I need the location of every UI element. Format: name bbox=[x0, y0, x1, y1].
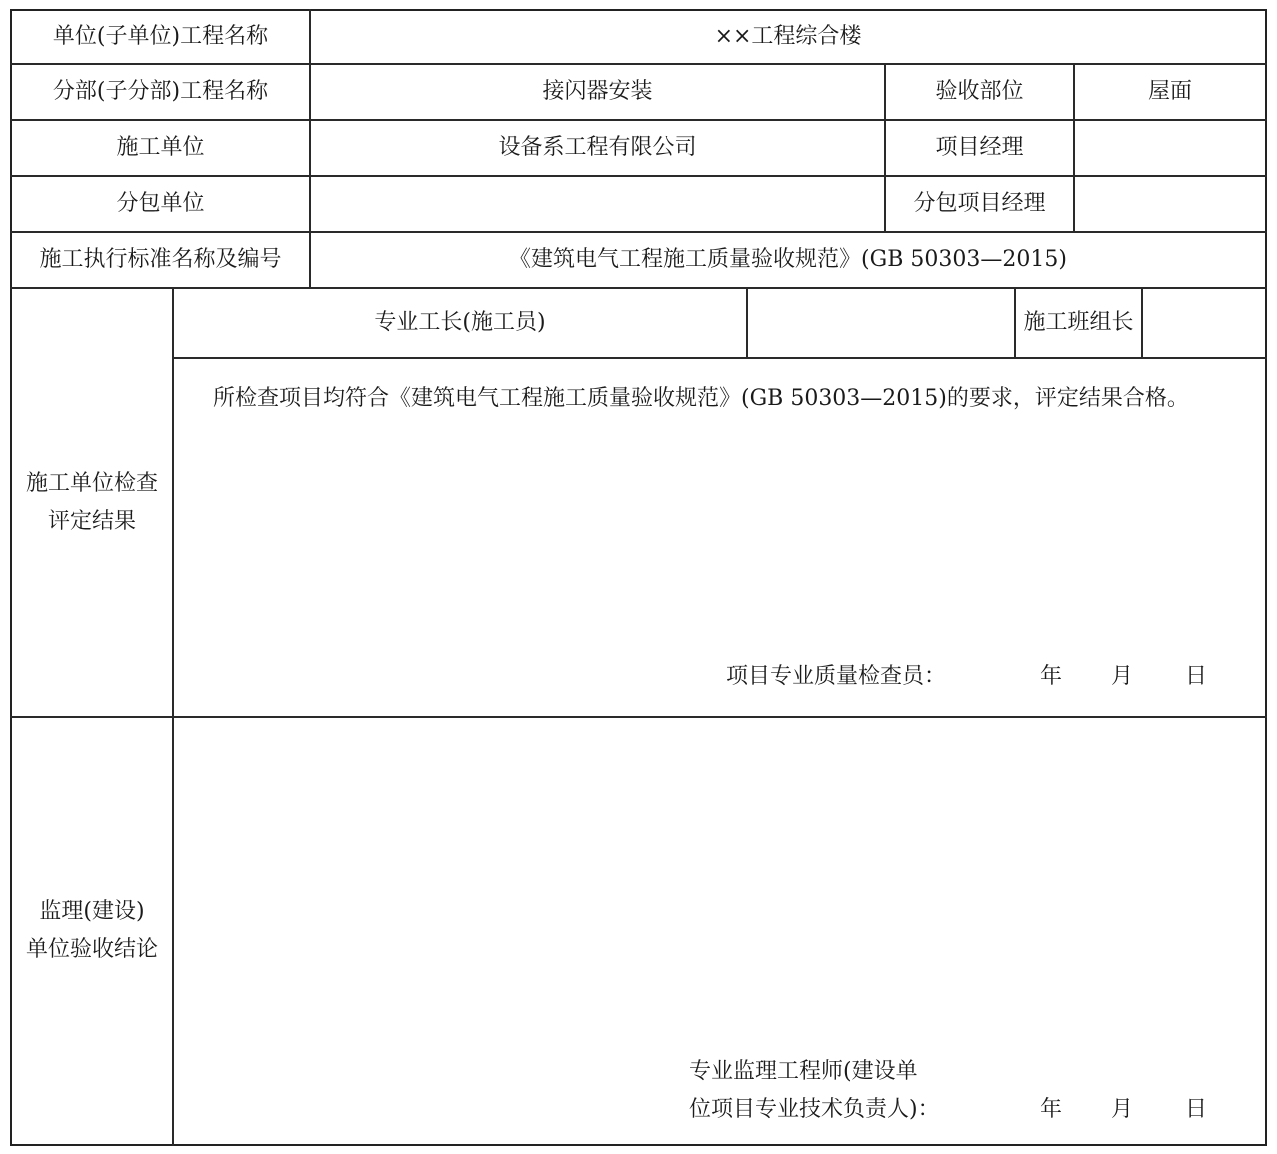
supervision-section-label bbox=[12, 718, 172, 1144]
foreman-label: 专业工长(施工员) bbox=[374, 309, 546, 335]
supervision-label-line1: 监理(建设) bbox=[39, 899, 145, 924]
acceptance-part-value[interactable]: 屋面 bbox=[1147, 78, 1192, 104]
quality-inspector-label: 项目专业质量检查员： bbox=[726, 664, 947, 689]
subcontractor-label: 分包单位 bbox=[116, 190, 205, 216]
inspection-result-text: 所检查项目均符合《建筑电气工程施工质量验收规范》(GB 50303—2015)的要求，评定结果合格。 bbox=[213, 386, 1189, 411]
standard-label: 施工执行标准名称及编号 bbox=[39, 246, 282, 272]
supervision-day-label: 日 bbox=[1185, 1097, 1208, 1122]
subcontractor-value[interactable] bbox=[311, 177, 884, 231]
supervising-engineer-label-line2: 位项目专业技术负责人)： bbox=[689, 1097, 940, 1122]
division-value[interactable]: 接闪器安装 bbox=[542, 78, 653, 104]
standard-value[interactable]: 《建筑电气工程施工质量验收规范》(GB 50303—2015) bbox=[509, 246, 1067, 272]
contractor-value[interactable]: 设备系工程有限公司 bbox=[498, 134, 697, 160]
unit-project-value[interactable]: ××工程综合楼 bbox=[714, 23, 862, 49]
row-divider bbox=[173, 357, 1267, 359]
inspection-label-line1: 施工单位检查 bbox=[25, 470, 158, 496]
sub-project-manager-label: 分包项目经理 bbox=[913, 190, 1046, 216]
supervision-year-label: 年 bbox=[1040, 1097, 1063, 1122]
team-leader-value[interactable] bbox=[1143, 289, 1265, 357]
inspection-day-label: 日 bbox=[1185, 664, 1208, 689]
project-manager-label: 项目经理 bbox=[935, 134, 1024, 160]
foreman-value[interactable] bbox=[748, 289, 1014, 357]
inspection-label-line2: 评定结果 bbox=[47, 508, 136, 534]
acceptance-part-label: 验收部位 bbox=[935, 78, 1024, 104]
unit-project-label: 单位(子单位)工程名称 bbox=[52, 23, 269, 49]
inspection-year-label: 年 bbox=[1040, 664, 1063, 689]
contractor-label: 施工单位 bbox=[116, 134, 205, 160]
supervising-engineer-label-line1: 专业监理工程师(建设单 bbox=[689, 1059, 918, 1084]
inspection-month-label: 月 bbox=[1111, 664, 1134, 689]
supervision-conclusion-area[interactable] bbox=[174, 718, 1265, 1048]
team-leader-label: 施工班组长 bbox=[1023, 309, 1134, 335]
sub-project-manager-value[interactable] bbox=[1075, 177, 1265, 231]
supervision-month-label: 月 bbox=[1111, 1097, 1134, 1122]
supervision-label-line2: 单位验收结论 bbox=[25, 937, 158, 962]
division-label: 分部(子分部)工程名称 bbox=[52, 78, 269, 104]
inspection-section-label bbox=[12, 289, 172, 716]
project-manager-value[interactable] bbox=[1075, 121, 1265, 175]
